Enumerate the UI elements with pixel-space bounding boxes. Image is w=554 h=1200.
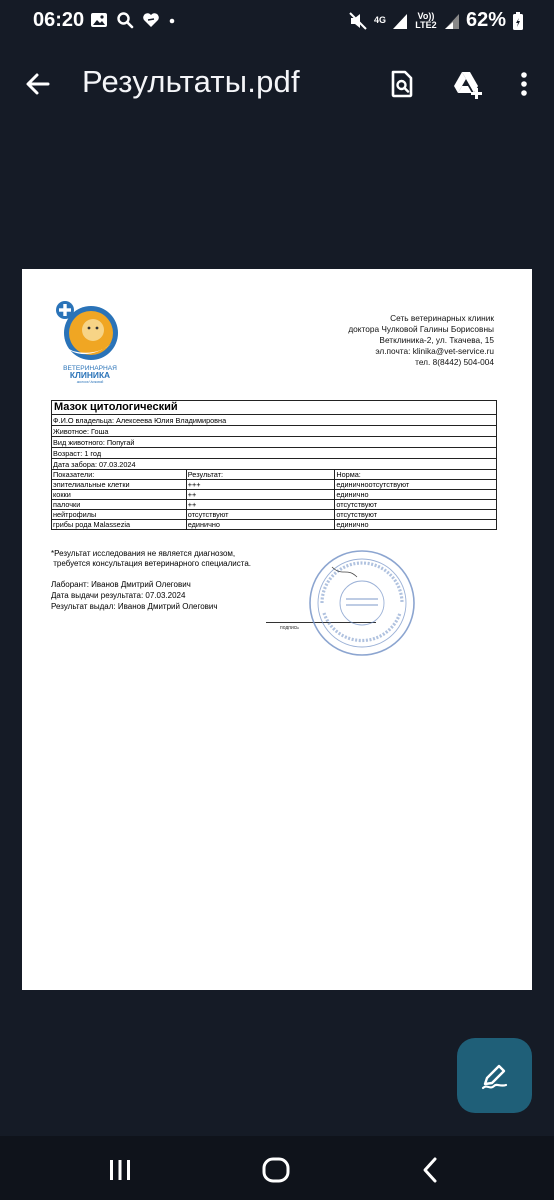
table-row xyxy=(52,490,497,500)
results-table xyxy=(51,400,497,530)
owner-name: Ф.И.О владельца: Алексеева Юлия Владимировна xyxy=(52,415,497,426)
header-norm: Норма: xyxy=(335,470,497,480)
cell-norm: единично xyxy=(335,490,497,500)
cell-norm: единично xyxy=(335,520,497,530)
clinic-info-line: Сеть ветеринарных клиник xyxy=(390,313,494,323)
table-row xyxy=(52,520,497,530)
status-bar xyxy=(0,0,554,42)
cell-indicator: грибы рода Malassezia xyxy=(52,520,187,530)
table-row xyxy=(52,500,497,510)
issued-by: Результат выдал: Иванов Дмитрий Олегович xyxy=(51,602,218,611)
table-row xyxy=(52,480,497,490)
dot-icon xyxy=(168,11,176,29)
document-heading: Мазок цитологический xyxy=(52,401,497,415)
note-line: *Результат исследования не является диагнозом, xyxy=(51,549,236,558)
issue-date: Дата выдачи результата: 07.03.2024 xyxy=(51,591,186,600)
disclaimer-note xyxy=(51,549,251,569)
volte-label: Vo)) LTE2 xyxy=(415,10,437,30)
collection-date: Дата забора: 07.03.2024 xyxy=(52,459,497,470)
clinic-info-line: доктора Чулковой Галины Борисовны xyxy=(348,324,494,334)
signal-icon-2 xyxy=(444,12,460,30)
cell-indicator: кокки xyxy=(52,490,187,500)
clinic-logo xyxy=(55,299,125,383)
signature-label: подпись xyxy=(280,625,299,631)
clinic-info-line: Ветклиника-2, ул. Ткачева, 15 xyxy=(379,335,494,345)
table-row xyxy=(52,510,497,520)
back-arrow-icon[interactable] xyxy=(20,66,56,102)
cell-indicator: нейтрофилы xyxy=(52,510,187,520)
status-right xyxy=(348,9,524,32)
clinic-info-line: эл.почта: klinika@vet-service.ru xyxy=(375,346,494,356)
gallery-icon xyxy=(90,11,108,29)
cell-norm: единичноотсутствуют xyxy=(335,480,497,490)
animal-age: Возраст: 1 год xyxy=(52,448,497,459)
home-icon[interactable] xyxy=(260,1154,292,1186)
notification-icons xyxy=(90,11,176,29)
drive-add-icon[interactable] xyxy=(451,68,485,100)
logo-line2: КЛИНИКА xyxy=(69,370,111,380)
header-indicator: Показатели: xyxy=(52,470,187,480)
network-type: 4G xyxy=(373,15,386,25)
document-title: Результаты.pdf xyxy=(82,64,300,99)
edit-pen-icon xyxy=(479,1060,510,1091)
cell-result: отсутствуют xyxy=(186,510,335,520)
header-result: Результат: xyxy=(186,470,335,480)
animal-name: Животное: Гоша xyxy=(52,426,497,437)
mute-icon xyxy=(348,11,368,31)
table-header-row xyxy=(52,470,497,480)
more-vertical-icon[interactable] xyxy=(508,68,540,100)
animal-species: Вид животного: Попугай xyxy=(52,437,497,448)
cell-result: +++ xyxy=(186,480,335,490)
logo-line3: доктора Чулковой xyxy=(76,380,104,383)
search-document-icon[interactable] xyxy=(386,68,418,100)
search-icon xyxy=(116,11,134,29)
cell-indicator: палочки xyxy=(52,500,187,510)
lab-assistant: Лаборант: Иванов Дмитрий Олегович xyxy=(51,580,191,589)
back-icon[interactable] xyxy=(415,1154,447,1186)
logo-line1: ВЕТЕРИНАРНАЯ xyxy=(63,365,117,372)
status-time: 06:20 xyxy=(33,9,85,31)
recents-icon[interactable] xyxy=(104,1154,136,1186)
logo-graphic xyxy=(55,299,125,383)
cell-norm: отсутствуют xyxy=(335,510,497,520)
signers-block xyxy=(51,579,218,612)
system-nav-bar xyxy=(0,1136,554,1200)
cell-result: ++ xyxy=(186,490,335,500)
clinic-seal-stamp xyxy=(302,547,422,659)
app-bar xyxy=(0,50,554,118)
pdf-page[interactable] xyxy=(22,269,532,990)
cell-result: ++ xyxy=(186,500,335,510)
cell-norm: отсутствуют xyxy=(335,500,497,510)
battery-icon xyxy=(512,11,524,31)
note-line: требуется консультация ветеринарного специалиста. xyxy=(51,559,251,568)
signal-icon-1 xyxy=(392,12,408,30)
cell-result: единично xyxy=(186,520,335,530)
battery-percent: 62% xyxy=(465,9,506,31)
heart-icon xyxy=(142,11,160,29)
clinic-info-line: тел. 8(8442) 504-004 xyxy=(415,357,494,367)
cell-indicator: эпителиальные клетки xyxy=(52,480,187,490)
edit-fab-button[interactable] xyxy=(457,1038,532,1113)
clinic-info xyxy=(348,313,494,368)
